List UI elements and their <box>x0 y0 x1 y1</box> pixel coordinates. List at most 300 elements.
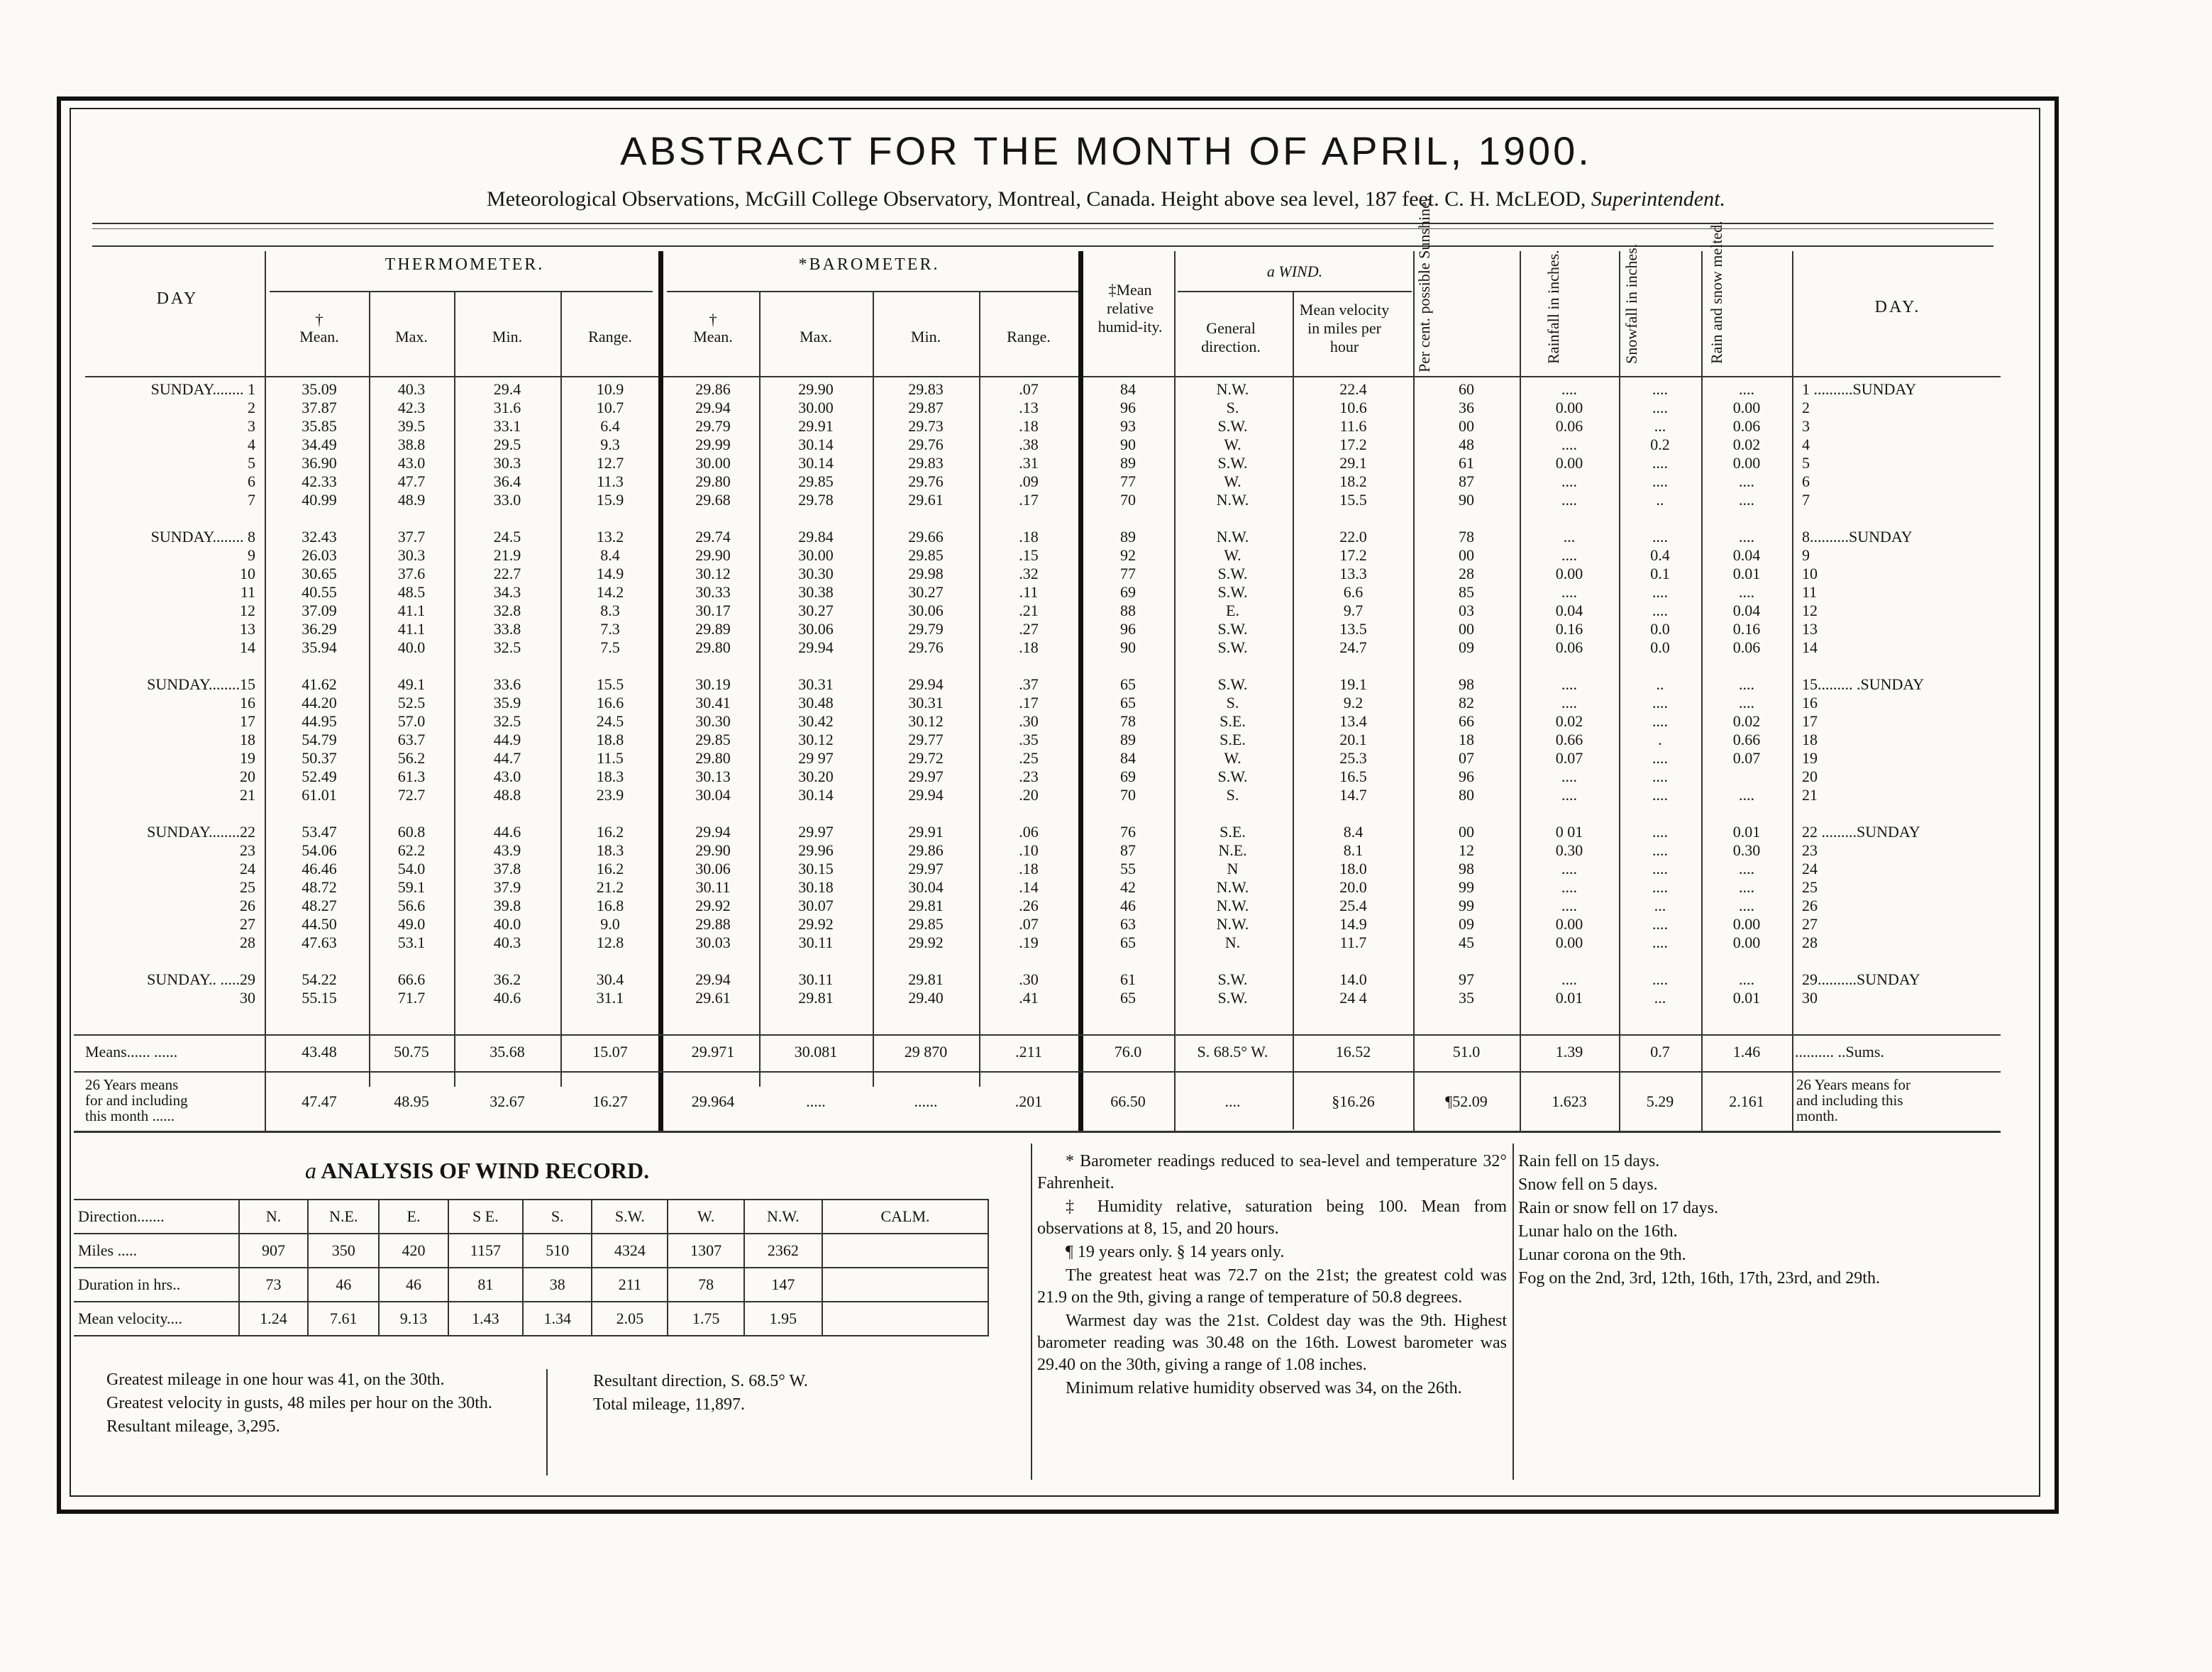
cell-vel: 13.3 <box>1339 565 1367 582</box>
wind-cell: 1.24 <box>239 1302 308 1336</box>
cell-bmean: 29.80 <box>695 638 731 656</box>
cell-tmin: 35.9 <box>493 694 521 712</box>
years26-right-2: and including this <box>1796 1092 1903 1109</box>
cell-brange: .18 <box>1019 860 1039 877</box>
day-label-right: 18 <box>1802 731 1818 748</box>
table-row <box>85 934 2001 952</box>
cell-bmax: 30.42 <box>798 712 834 730</box>
wind-cell <box>822 1268 988 1302</box>
cell-trange: 16.8 <box>596 897 624 914</box>
cell-bmin: 30.31 <box>908 694 944 712</box>
cell-dir: N.W. <box>1216 915 1249 933</box>
day-label: SUNDAY........ 1 <box>150 380 255 398</box>
note-line: Rain fell on 15 days. <box>1518 1152 1660 1170</box>
cell-hum: 89 <box>1120 528 1136 546</box>
table-row <box>85 860 2001 878</box>
header-thermometer: THERMOMETER. <box>385 255 545 274</box>
table-row <box>85 786 2001 804</box>
cell-hum: 84 <box>1120 380 1136 398</box>
cell-vel: 18.2 <box>1339 472 1367 490</box>
cell-tmax: 54.0 <box>397 860 426 877</box>
cell-bmean: 29.80 <box>695 749 731 767</box>
day-label: SUNDAY........ 8 <box>150 528 255 546</box>
cell-bmin: 29.94 <box>908 675 944 693</box>
cell-sun: 48 <box>1459 436 1474 453</box>
cell-bmax: 29.85 <box>798 472 834 490</box>
years26-right-3: month. <box>1796 1107 1838 1124</box>
table-row <box>85 694 2001 712</box>
cell-dir: N.W. <box>1216 491 1249 509</box>
cell-hum: 90 <box>1120 436 1136 453</box>
cell-tmin: 32.5 <box>493 638 521 656</box>
cell-rain: 0.16 <box>1555 620 1583 638</box>
cell-dir: N.W. <box>1216 878 1249 896</box>
header-b-range: Range. <box>1007 328 1051 345</box>
cell-snow: . <box>1658 731 1662 748</box>
years26-label <box>85 1077 262 1124</box>
cell-brange: .09 <box>1019 472 1039 490</box>
table-row <box>85 399 2001 417</box>
cell-bmean: 30.03 <box>695 934 731 951</box>
cell-hum: 90 <box>1120 638 1136 656</box>
note-line: Total mileage, 11,897. <box>593 1395 746 1414</box>
cell-vel: 16.5 <box>1339 768 1367 785</box>
cell-bmean: 29.90 <box>695 841 731 859</box>
cell-trange: 12.8 <box>596 934 624 951</box>
wind-cell: 46 <box>308 1268 379 1302</box>
day-label-right: 25 <box>1802 878 1818 896</box>
cell-sun: 07 <box>1459 749 1474 767</box>
cell-tmax: 42.3 <box>397 399 426 416</box>
cell-tmax: 62.2 <box>397 841 426 859</box>
week-group <box>85 528 2001 657</box>
header-general-direction: General direction. <box>1201 319 1261 355</box>
cell-tmax: 41.1 <box>397 620 426 638</box>
cell-bmax: 30.00 <box>798 399 834 416</box>
cell-brange: .37 <box>1019 675 1039 693</box>
cell-sun: 96 <box>1459 768 1474 785</box>
cell-vel: 14.0 <box>1339 970 1367 988</box>
cell-trange: 16.2 <box>596 823 624 841</box>
cell-dir: S.E. <box>1220 731 1246 748</box>
day-label: 5 <box>248 454 255 472</box>
cell-dir: S.W. <box>1217 675 1248 693</box>
cell-vel: 19.1 <box>1339 675 1367 693</box>
cell-tmax: 53.1 <box>397 934 426 951</box>
cell-melt: .... <box>1739 380 1754 398</box>
cell-sun: 98 <box>1459 860 1474 877</box>
cell-rain: .... <box>1561 860 1577 877</box>
cell-trange: 14.9 <box>596 565 624 582</box>
cell-snow: 0.2 <box>1650 436 1670 453</box>
cell-dir: S. <box>1226 399 1239 416</box>
wind-cell: 1.34 <box>523 1302 592 1336</box>
header-t-max: Max. <box>395 328 428 345</box>
cell-trange: 23.9 <box>596 786 624 804</box>
cell-vel: 9.2 <box>1343 694 1364 712</box>
day-label: 13 <box>240 620 255 638</box>
day-label-right: 12 <box>1802 602 1818 619</box>
cell-sun: 66 <box>1459 712 1474 730</box>
table-row <box>85 989 2001 1007</box>
cell-bmax: 30.00 <box>798 546 834 564</box>
cell-trange: 18.3 <box>596 768 624 785</box>
cell-trange: 15.5 <box>596 675 624 693</box>
cell-melt: .... <box>1739 897 1754 914</box>
cell-melt: 0.01 <box>1732 989 1761 1007</box>
cell-tmax: 56.6 <box>397 897 426 914</box>
cell-tmin: 29.5 <box>493 436 521 453</box>
cell-bmin: 29.85 <box>908 915 944 933</box>
cell-sun: 90 <box>1459 491 1474 509</box>
dagger-b: † <box>709 311 717 328</box>
cell-sun: 45 <box>1459 934 1474 951</box>
cell-tmin: 32.8 <box>493 602 521 619</box>
cell-bmax: 29.97 <box>798 823 834 841</box>
wind-cell: 1157 <box>448 1234 524 1268</box>
cell-bmean: 29.88 <box>695 915 731 933</box>
cell-vel: 14.9 <box>1339 915 1367 933</box>
day-label: 4 <box>248 436 255 453</box>
day-label: 11 <box>240 583 255 601</box>
cell-bmean: 29.68 <box>695 491 731 509</box>
cell-sun: 60 <box>1459 380 1474 398</box>
means-tmin: 35.68 <box>490 1043 525 1061</box>
cell-vel: 24 4 <box>1339 989 1367 1007</box>
wind-left-notes <box>78 1369 539 1439</box>
cell-tmax: 40.0 <box>397 638 426 656</box>
cell-bmean: 30.04 <box>695 786 731 804</box>
means-trange: 15.07 <box>592 1043 628 1061</box>
cell-tmin: 43.0 <box>493 768 521 785</box>
day-label-right: 8..........SUNDAY <box>1802 528 1913 546</box>
day-label-right: 6 <box>1802 472 1810 490</box>
cell-tmax: 71.7 <box>397 989 426 1007</box>
cell-bmax: 30.14 <box>798 454 834 472</box>
cell-tmin: 33.8 <box>493 620 521 638</box>
cell-snow: ... <box>1654 897 1666 914</box>
header-b-mean: Mean. <box>693 328 733 345</box>
cell-bmean: 29.74 <box>695 528 731 546</box>
cell-snow: .... <box>1652 915 1668 933</box>
cell-rain: .... <box>1561 436 1577 453</box>
cell-dir: S.W. <box>1217 970 1248 988</box>
day-label-right: 16 <box>1802 694 1818 712</box>
cell-dir: S.W. <box>1217 768 1248 785</box>
cell-trange: 11.3 <box>597 472 624 490</box>
cell-rain: 0.00 <box>1555 565 1583 582</box>
vrule-notes-split <box>546 1369 548 1476</box>
years26-label-2: for and including <box>85 1092 188 1109</box>
day-label: 7 <box>248 491 255 509</box>
cell-snow: 0.0 <box>1650 620 1670 638</box>
cell-brange: .30 <box>1019 970 1039 988</box>
daily-data-table <box>85 380 2001 1026</box>
cell-bmin: 29.81 <box>908 897 944 914</box>
cell-tmean: 35.85 <box>302 417 337 435</box>
cell-hum: 69 <box>1120 583 1136 601</box>
day-label-right: 15......... .SUNDAY <box>1802 675 1925 693</box>
cell-melt: 0.01 <box>1732 565 1761 582</box>
cell-bmin: 30.12 <box>908 712 944 730</box>
cell-tmin: 40.0 <box>493 915 521 933</box>
wind-cell: 1307 <box>668 1234 743 1268</box>
cell-brange: .38 <box>1019 436 1039 453</box>
cell-bmax: 30.31 <box>798 675 834 693</box>
years26-hum: 66.50 <box>1110 1092 1146 1110</box>
wind-row-label: Miles ..... <box>74 1234 239 1268</box>
cell-bmin: 29.81 <box>908 970 944 988</box>
header-t-min: Min. <box>492 328 523 345</box>
day-label: 3 <box>248 417 255 435</box>
cell-dir: S.W. <box>1217 417 1248 435</box>
means-bmax: 30.081 <box>794 1043 838 1061</box>
table-row <box>85 675 2001 694</box>
cell-melt: 0.66 <box>1732 731 1761 748</box>
cell-sun: 12 <box>1459 841 1474 859</box>
table-row <box>85 436 2001 454</box>
cell-vel: 25.4 <box>1339 897 1367 914</box>
day-label-right: 3 <box>1802 417 1810 435</box>
cell-bmax: 29.78 <box>798 491 834 509</box>
cell-brange: .35 <box>1019 731 1039 748</box>
cell-vel: 9.7 <box>1343 602 1364 619</box>
cell-tmean: 41.62 <box>302 675 337 693</box>
cell-hum: 65 <box>1120 675 1136 693</box>
cell-tmean: 44.50 <box>302 915 337 933</box>
cell-dir: N.W. <box>1216 897 1249 914</box>
cell-trange: 15.9 <box>596 491 624 509</box>
day-label-right: 24 <box>1802 860 1818 877</box>
cell-brange: .17 <box>1019 491 1039 509</box>
cell-vel: 17.2 <box>1339 546 1367 564</box>
cell-brange: .10 <box>1019 841 1039 859</box>
cell-bmax: 29.91 <box>798 417 834 435</box>
header-rain-snow: Rain and snow melted. <box>1708 221 1725 364</box>
cell-hum: 61 <box>1120 970 1136 988</box>
wind-table-row <box>74 1200 988 1234</box>
cell-snow: .... <box>1652 768 1668 785</box>
wind-cell: 211 <box>592 1268 668 1302</box>
years26-right-1: 26 Years means for <box>1796 1076 1910 1093</box>
vrule-footnotes-right <box>1513 1144 1514 1480</box>
cell-melt: .... <box>1739 528 1754 546</box>
cell-sun: 00 <box>1459 823 1474 841</box>
table-row <box>85 915 2001 934</box>
cell-rain: 0.07 <box>1555 749 1583 767</box>
cell-tmean: 36.90 <box>302 454 337 472</box>
header-t-range: Range. <box>588 328 632 345</box>
cell-bmax: 30.11 <box>798 934 834 951</box>
cell-hum: 89 <box>1120 454 1136 472</box>
years26-label-3: this month ...... <box>85 1107 175 1124</box>
years26-bmin: ...... <box>914 1092 938 1110</box>
cell-trange: 18.8 <box>596 731 624 748</box>
day-label-right: 19 <box>1802 749 1818 767</box>
cell-sun: 09 <box>1459 915 1474 933</box>
cell-bmax: 29.92 <box>798 915 834 933</box>
cell-vel: 8.4 <box>1343 823 1364 841</box>
wind-cell: 9.13 <box>379 1302 448 1336</box>
cell-melt: 0.04 <box>1732 602 1761 619</box>
cell-rain: 0.02 <box>1555 712 1583 730</box>
years26-right-label <box>1796 1077 1995 1124</box>
table-row <box>85 897 2001 915</box>
cell-bmin: 29.97 <box>908 860 944 877</box>
cell-hum: 87 <box>1120 841 1136 859</box>
cell-brange: .23 <box>1019 768 1039 785</box>
subtitle-main: Meteorological Observations, McGill College Observatory, Montreal, Canada. Height above sea level, 187 feet. C. H. McLEOD, <box>487 187 1591 211</box>
cell-tmean: 52.49 <box>302 768 337 785</box>
cell-tmin: 44.7 <box>493 749 521 767</box>
cell-sun: 99 <box>1459 897 1474 914</box>
cell-brange: .11 <box>1019 583 1039 601</box>
cell-tmin: 44.6 <box>493 823 521 841</box>
cell-bmin: 29.83 <box>908 454 944 472</box>
cell-snow: .... <box>1652 399 1668 416</box>
cell-dir: S.W. <box>1217 620 1248 638</box>
cell-bmax: 30.15 <box>798 860 834 877</box>
cell-brange: .32 <box>1019 565 1039 582</box>
cell-rain: .... <box>1561 970 1577 988</box>
cell-snow: .... <box>1652 841 1668 859</box>
cell-bmax: 30.07 <box>798 897 834 914</box>
cell-melt: .... <box>1739 860 1754 877</box>
cell-tmin: 29.4 <box>493 380 521 398</box>
years26-snow: 5.29 <box>1646 1092 1674 1110</box>
wind-cell: 73 <box>239 1268 308 1302</box>
day-label-right: 13 <box>1802 620 1818 638</box>
table-row <box>85 970 2001 989</box>
cell-bmean: 30.30 <box>695 712 731 730</box>
cell-sun: 99 <box>1459 878 1474 896</box>
cell-rain: .... <box>1561 786 1577 804</box>
cell-bmin: 29.92 <box>908 934 944 951</box>
cell-dir: W. <box>1224 472 1242 490</box>
years26-tmin: 32.67 <box>490 1092 525 1110</box>
wind-cell: 510 <box>523 1234 592 1268</box>
cell-melt: 0.02 <box>1732 712 1761 730</box>
day-label: 12 <box>240 602 255 619</box>
cell-bmean: 29.86 <box>695 380 731 398</box>
table-row <box>85 638 2001 657</box>
cell-bmean: 30.11 <box>695 878 731 896</box>
day-label: SUNDAY.. .....29 <box>147 970 255 988</box>
cell-tmean: 54.22 <box>302 970 337 988</box>
means-bmean: 29.971 <box>691 1043 735 1061</box>
cell-brange: .13 <box>1019 399 1039 416</box>
cell-tmax: 47.7 <box>397 472 426 490</box>
day-label: 18 <box>240 731 255 748</box>
cell-rain: .... <box>1561 472 1577 490</box>
cell-tmax: 52.5 <box>397 694 426 712</box>
wind-cell: 4324 <box>592 1234 668 1268</box>
cell-tmax: 43.0 <box>397 454 426 472</box>
years26-sun: ¶52.09 <box>1445 1092 1488 1110</box>
cell-tmax: 30.3 <box>397 546 426 564</box>
cell-bmean: 29.90 <box>695 546 731 564</box>
wind-row-label: Direction....... <box>74 1200 239 1234</box>
rule-table-bottom <box>74 1131 2001 1133</box>
wind-cell: 1.43 <box>448 1302 524 1336</box>
analysis-title-text: ANALYSIS OF WIND RECORD. <box>321 1158 650 1183</box>
cell-bmin: 29.40 <box>908 989 944 1007</box>
cell-rain: 0.00 <box>1555 934 1583 951</box>
day-label: 25 <box>240 878 255 896</box>
cell-tmax: 72.7 <box>397 786 426 804</box>
cell-trange: 18.3 <box>596 841 624 859</box>
cell-trange: 30.4 <box>596 970 624 988</box>
day-label-right: 1 ..........SUNDAY <box>1802 380 1917 398</box>
cell-trange: 13.2 <box>596 528 624 546</box>
means-tmean: 43.48 <box>302 1043 337 1061</box>
cell-bmin: 29.91 <box>908 823 944 841</box>
cell-snow: .... <box>1652 694 1668 712</box>
page-subtitle <box>0 187 2212 211</box>
cell-bmax: 29.81 <box>798 989 834 1007</box>
day-label-right: 23 <box>1802 841 1818 859</box>
header-snowfall: Snowfall in inches. <box>1622 243 1640 364</box>
table-row <box>85 583 2001 602</box>
table-row <box>85 602 2001 620</box>
cell-brange: .07 <box>1019 915 1039 933</box>
cell-tmax: 57.0 <box>397 712 426 730</box>
cell-sun: 00 <box>1459 417 1474 435</box>
cell-tmax: 39.5 <box>397 417 426 435</box>
cell-tmax: 66.6 <box>397 970 426 988</box>
header-humidity: ‡Mean relative humid-ity. <box>1097 281 1163 336</box>
note-line: Greatest mileage in one hour was 41, on the 30th. <box>106 1371 445 1389</box>
years26-brange: .201 <box>1014 1092 1043 1110</box>
cell-dir: S.W. <box>1217 989 1248 1007</box>
day-label: 14 <box>240 638 255 656</box>
cell-tmean: 44.20 <box>302 694 337 712</box>
cell-vel: 13.4 <box>1339 712 1367 730</box>
cell-tmean: 40.55 <box>302 583 337 601</box>
cell-tmin: 33.6 <box>493 675 521 693</box>
cell-vel: 11.6 <box>1339 417 1367 435</box>
cell-tmin: 30.3 <box>493 454 521 472</box>
cell-sun: 80 <box>1459 786 1474 804</box>
day-label-right: 2 <box>1802 399 1810 416</box>
cell-tmean: 55.15 <box>302 989 337 1007</box>
note-line: ‡ Humidity relative, saturation being 100. Mean from observations at 8, 15, and 20 hours. <box>1037 1197 1507 1238</box>
cell-snow: .. <box>1656 675 1664 693</box>
cell-sun: 35 <box>1459 989 1474 1007</box>
cell-brange: .20 <box>1019 786 1039 804</box>
analysis-title-prefix: a <box>305 1158 316 1183</box>
cell-hum: 92 <box>1120 546 1136 564</box>
cell-bmean: 29.92 <box>695 897 731 914</box>
cell-bmax: 30.14 <box>798 436 834 453</box>
cell-snow: .... <box>1652 934 1668 951</box>
cell-sun: 18 <box>1459 731 1474 748</box>
wind-right-notes <box>593 1371 990 1417</box>
cell-bmean: 30.41 <box>695 694 731 712</box>
means-rain: 1.39 <box>1555 1043 1583 1061</box>
cell-trange: 9.0 <box>600 915 620 933</box>
years26-trange: 16.27 <box>592 1092 628 1110</box>
years26-dir: .... <box>1224 1092 1241 1110</box>
cell-melt: .... <box>1739 675 1754 693</box>
cell-rain: 0.00 <box>1555 915 1583 933</box>
cell-hum: 89 <box>1120 731 1136 748</box>
cell-rain: .... <box>1561 380 1577 398</box>
cell-sun: 00 <box>1459 620 1474 638</box>
cell-rain: .... <box>1561 878 1577 896</box>
cell-rain: .... <box>1561 491 1577 509</box>
cell-sun: 00 <box>1459 546 1474 564</box>
